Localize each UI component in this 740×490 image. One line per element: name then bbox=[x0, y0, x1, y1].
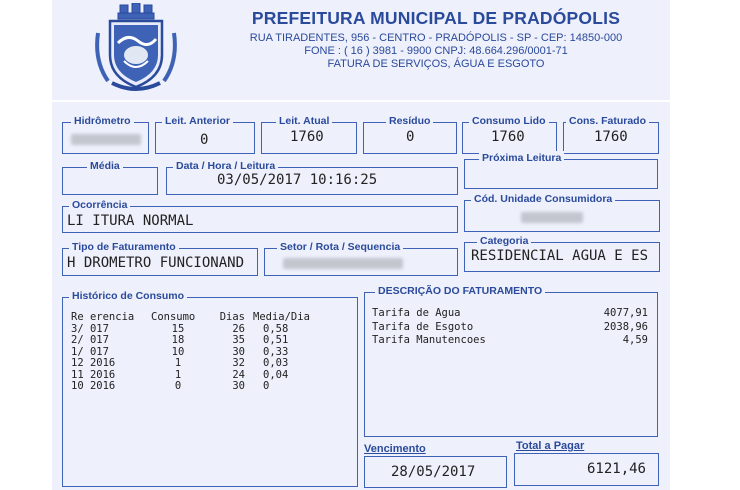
col-media-dia: Media/Dia bbox=[253, 311, 310, 323]
historico-header-row bbox=[67, 312, 314, 324]
cell-media: 0 bbox=[263, 380, 270, 392]
cons-faturado-value: 1760 bbox=[594, 129, 628, 145]
vencimento-field bbox=[364, 456, 507, 488]
media-label: Média bbox=[87, 159, 123, 173]
bill-header bbox=[52, 0, 670, 100]
tarifa-esgoto-name: Tarifa de Esgoto bbox=[372, 320, 474, 333]
cell-dias: 30 bbox=[232, 380, 245, 392]
cell-consumo: 1 bbox=[174, 368, 182, 381]
total-field bbox=[514, 453, 659, 486]
leit-atual-field bbox=[261, 115, 357, 154]
descricao-table bbox=[371, 307, 649, 348]
consumo-lido-label: Consumo Lido bbox=[469, 114, 549, 128]
categoria-label: Categoria bbox=[477, 234, 531, 248]
cell-ref: 2/ 017 bbox=[71, 334, 109, 346]
historico-table bbox=[67, 312, 314, 393]
cell-consumo: 1 bbox=[174, 357, 182, 369]
ocorrencia-value: LI ITURA NORMAL bbox=[67, 213, 194, 229]
leit-atual-label: Leit. Atual bbox=[276, 114, 332, 128]
historico-consumo-label: Histórico de Consumo bbox=[69, 289, 187, 303]
cell-consumo: 0 bbox=[174, 380, 182, 392]
total-value: 6121,46 bbox=[586, 461, 646, 477]
ocorrencia-field bbox=[62, 199, 458, 233]
cell-dias: 26 bbox=[232, 322, 245, 335]
setor-rota-label: Setor / Rota / Sequencia bbox=[277, 240, 403, 254]
hidrometro-label: Hidrômetro bbox=[71, 114, 134, 128]
cons-faturado-label: Cons. Faturado bbox=[566, 114, 649, 128]
cell-media: 0,03 bbox=[263, 357, 289, 369]
list-item bbox=[371, 321, 649, 335]
ocorrencia-label: Ocorrência bbox=[69, 198, 130, 212]
cell-dias: 35 bbox=[232, 334, 245, 346]
header-text bbox=[202, 0, 670, 70]
residuo-value: 0 bbox=[406, 129, 415, 145]
cell-media: 0,51 bbox=[263, 334, 289, 346]
categoria-field bbox=[464, 235, 660, 272]
cod-unidade-redacted bbox=[521, 212, 583, 223]
categoria-value: RESIDENCIAL AGUA E ES bbox=[471, 248, 649, 264]
tipo-faturamento-field bbox=[62, 241, 258, 276]
data-hora-leitura-field bbox=[166, 160, 458, 195]
residuo-field bbox=[363, 115, 457, 154]
tipo-faturamento-value: H DROMETRO FUNCIONAND bbox=[67, 255, 245, 271]
data-hora-leitura-value: 03/05/2017 10:16:25 bbox=[217, 172, 378, 188]
cell-dias: 24 bbox=[232, 368, 245, 381]
total-label: Total a Pagar bbox=[516, 440, 585, 452]
residuo-label: Resíduo bbox=[386, 114, 433, 128]
tarifa-esgoto-value: 2038,96 bbox=[603, 320, 648, 333]
table-row bbox=[67, 381, 314, 393]
descricao-faturamento-label: DESCRIÇÃO DO FATURAMENTO bbox=[375, 284, 545, 298]
tarifa-manutencoes-name: Tarifa Manutencoes bbox=[372, 334, 486, 346]
leit-anterior-value: 0 bbox=[200, 132, 209, 148]
consumo-lido-field bbox=[462, 115, 557, 154]
table-row bbox=[67, 358, 314, 370]
col-referencia: Re erencia bbox=[71, 311, 135, 323]
data-hora-leitura-label: Data / Hora / Leitura bbox=[173, 159, 278, 173]
cell-media: 0,33 bbox=[263, 345, 289, 358]
cons-faturado-field bbox=[563, 115, 659, 154]
col-consumo: Consumo bbox=[151, 311, 196, 323]
list-item bbox=[371, 307, 649, 321]
list-item bbox=[371, 334, 649, 348]
setor-rota-redacted bbox=[283, 258, 403, 269]
proxima-leitura-field bbox=[464, 152, 658, 189]
city-hall-phone: FONE : ( 16 ) 3981 - 9900 CNPJ: 48.664.296/0001-71 bbox=[304, 45, 568, 57]
cell-ref: 1/ 017 bbox=[71, 345, 109, 358]
setor-rota-field bbox=[264, 241, 458, 276]
bill-form bbox=[52, 102, 670, 490]
consumo-lido-value: 1760 bbox=[491, 129, 525, 145]
tarifa-agua-name: Tarifa de Agua bbox=[372, 307, 461, 319]
col-dias: Dias bbox=[219, 311, 245, 323]
cod-unidade-label: Cód. Unidade Consumidora bbox=[471, 192, 615, 206]
city-hall-title: PREFEITURA MUNICIPAL DE PRADÓPOLIS bbox=[251, 8, 621, 28]
vencimento-value: 28/05/2017 bbox=[391, 464, 476, 480]
tarifa-manutencoes-value: 4,59 bbox=[622, 334, 648, 346]
cell-ref: 10 2016 bbox=[71, 380, 116, 392]
tarifa-agua-value: 4077,91 bbox=[603, 307, 648, 319]
cod-unidade-field bbox=[464, 193, 660, 232]
vencimento-label: Vencimento bbox=[364, 443, 426, 455]
municipal-crest-icon bbox=[94, 3, 178, 93]
table-row bbox=[67, 335, 314, 347]
historico-consumo-panel bbox=[62, 290, 358, 487]
cell-ref: 3/ 017 bbox=[71, 322, 109, 335]
cell-ref: 12 2016 bbox=[71, 357, 116, 369]
media-field bbox=[62, 160, 158, 195]
cell-media: 0,58 bbox=[263, 322, 289, 335]
city-hall-address: RUA TIRADENTES, 956 - CENTRO - PRADÓPOLIS - SP - CEP: 14850-000 bbox=[249, 32, 623, 44]
cell-consumo: 15 bbox=[171, 322, 185, 335]
leit-atual-value: 1760 bbox=[290, 129, 324, 145]
tipo-faturamento-label: Tipo de Faturamento bbox=[69, 240, 179, 254]
cell-consumo: 10 bbox=[171, 345, 185, 358]
cell-ref: 11 2016 bbox=[71, 368, 116, 381]
cell-consumo: 18 bbox=[171, 334, 185, 346]
leit-anterior-label: Leit. Anterior bbox=[162, 114, 233, 128]
leit-anterior-field bbox=[155, 115, 255, 154]
cell-dias: 30 bbox=[232, 345, 245, 358]
cell-dias: 32 bbox=[232, 357, 245, 369]
proxima-leitura-label: Próxima Leitura bbox=[479, 151, 564, 165]
descricao-faturamento-panel bbox=[364, 285, 658, 437]
hidrometro-redacted bbox=[71, 134, 141, 145]
hidrometro-field bbox=[62, 115, 149, 154]
bill-subtitle: FATURA DE SERVIÇOS, ÁGUA E ESGOTO bbox=[327, 58, 545, 70]
cell-media: 0,04 bbox=[263, 368, 289, 381]
